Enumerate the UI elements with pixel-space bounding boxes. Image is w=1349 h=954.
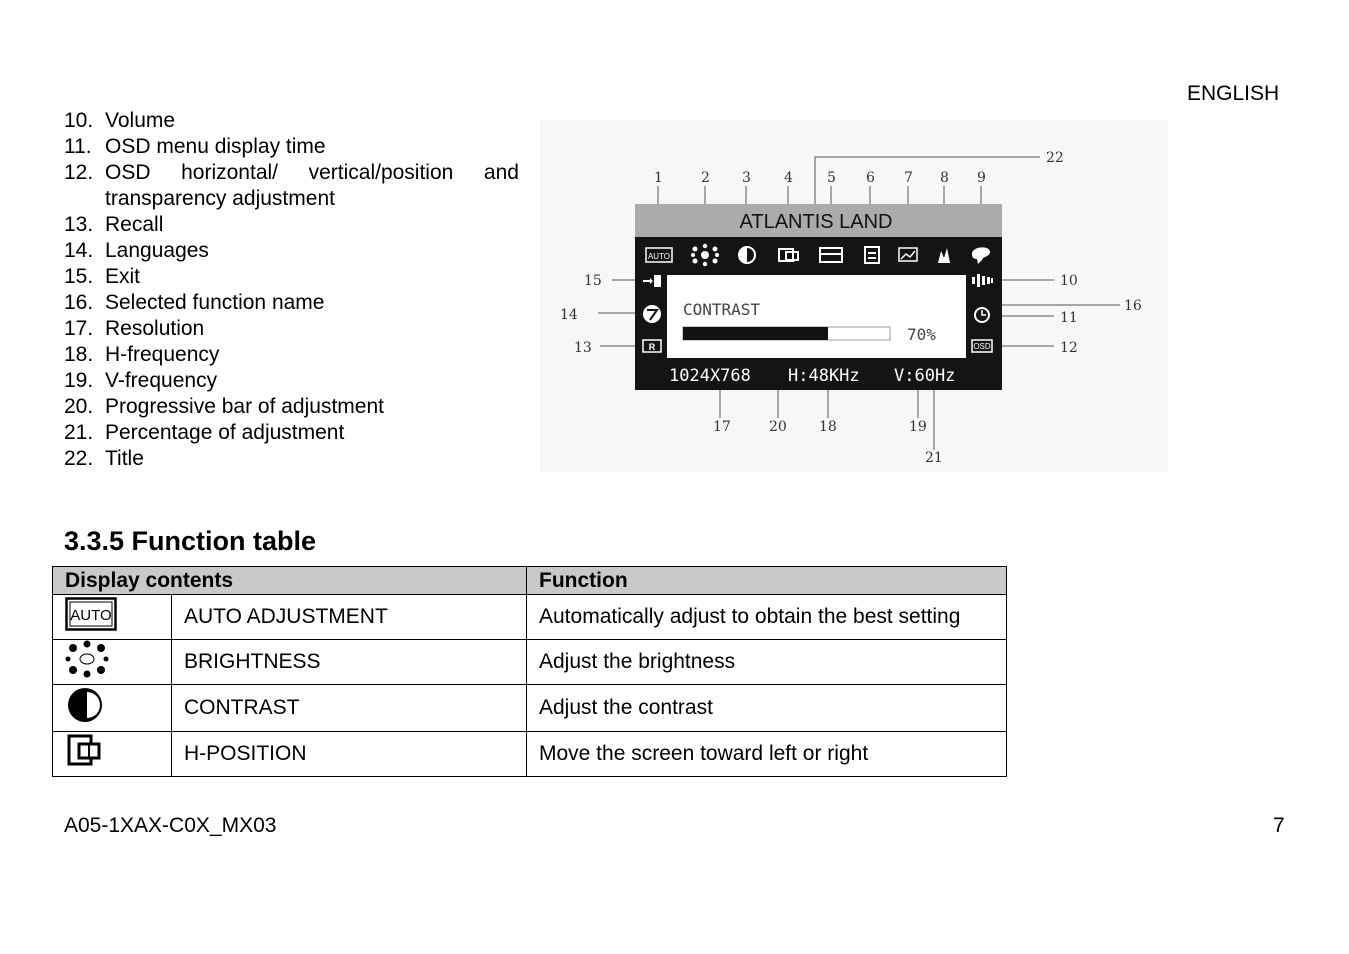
item-text: Percentage of adjustment — [105, 421, 345, 444]
table-header-row — [53, 567, 1007, 595]
item-text: Volume — [105, 109, 176, 132]
osd-hfreq: H:48KHz — [788, 366, 860, 386]
svg-text:R: R — [648, 342, 656, 352]
item-text: Languages — [105, 239, 209, 262]
word: OSD — [105, 161, 151, 184]
item-number: 12. — [64, 161, 94, 184]
display-name-cell: AUTO ADJUSTMENT — [172, 595, 527, 640]
list-item — [64, 134, 519, 160]
icon-cell — [53, 685, 172, 732]
icon-cell — [53, 640, 172, 685]
language-icon — [643, 305, 661, 323]
list-item — [64, 108, 519, 134]
item-number: 11. — [64, 135, 92, 158]
svg-text:OSD: OSD — [973, 342, 991, 351]
item-number: 13. — [64, 213, 94, 236]
callout-10: 10 — [1060, 273, 1078, 289]
item-text: Progressive bar of adjustment — [105, 395, 384, 418]
table-row — [53, 595, 1007, 640]
svg-text:AUTO: AUTO — [70, 607, 112, 624]
osd-diagram-svg — [540, 120, 1168, 472]
callout-12: 12 — [1060, 340, 1078, 356]
list-item — [64, 238, 519, 264]
function-cell: Move the screen toward left or right — [527, 732, 1007, 777]
word: horizontal/ — [181, 161, 278, 184]
display-name-cell: CONTRAST — [172, 685, 527, 732]
item-text: OSD menu display time — [105, 135, 326, 158]
list-item — [64, 394, 519, 420]
callout-6: 6 — [866, 170, 875, 186]
item-text: Recall — [105, 213, 164, 236]
callout-16: 16 — [1124, 298, 1142, 314]
osd-percent: 70% — [907, 325, 936, 344]
list-item — [64, 316, 519, 342]
item-number: 22. — [64, 447, 94, 470]
table-row — [53, 685, 1007, 732]
table-row — [53, 732, 1007, 777]
item-text: Selected function name — [105, 291, 325, 314]
item-number: 21. — [64, 421, 94, 444]
list-item — [64, 342, 519, 368]
osd-diagram — [540, 120, 1168, 472]
osd-resolution: 1024X768 — [669, 366, 751, 386]
section-title: 3.3.5 Function table — [64, 526, 317, 556]
item-text — [105, 160, 519, 212]
function-cell: Adjust the brightness — [527, 640, 1007, 685]
callout-8: 8 — [940, 170, 949, 186]
callout-17: 17 — [713, 419, 731, 435]
callout-2: 2 — [701, 170, 710, 186]
item-number: 10. — [64, 109, 94, 132]
function-cell: Adjust the contrast — [527, 685, 1007, 732]
list-item — [64, 290, 519, 316]
callout-14: 14 — [560, 307, 578, 323]
header-display-contents: Display contents — [53, 567, 527, 595]
item-text: Title — [105, 447, 144, 470]
callout-5: 5 — [827, 170, 836, 186]
callout-22: 22 — [1046, 150, 1064, 166]
progress-fill — [683, 327, 828, 340]
list-item — [64, 368, 519, 394]
icon-cell — [53, 732, 172, 777]
callout-1: 1 — [654, 170, 663, 186]
item-number: 20. — [64, 395, 94, 418]
callout-4: 4 — [784, 170, 793, 186]
auto-icon — [65, 597, 117, 631]
callout-18: 18 — [819, 419, 837, 435]
osd-title: ATLANTIS LAND — [739, 211, 893, 233]
item-text: Resolution — [105, 317, 205, 340]
item-text: H-frequency — [105, 343, 220, 366]
item-number: 18. — [64, 343, 94, 366]
legend-list — [64, 108, 519, 472]
item-number: 19. — [64, 369, 94, 392]
icon-cell — [53, 595, 172, 640]
item-number: 14. — [64, 239, 94, 262]
item-text: V-frequency — [105, 369, 218, 392]
word: vertical/position — [308, 161, 454, 184]
function-cell: Automatically adjust to obtain the best setting — [527, 595, 1007, 640]
list-item — [64, 160, 519, 212]
callout-21: 21 — [925, 450, 943, 466]
osd-position-icon — [972, 340, 992, 352]
word: and — [483, 161, 519, 184]
callout-19: 19 — [909, 419, 927, 435]
callout-15: 15 — [584, 273, 602, 289]
osd-function-name: CONTRAST — [683, 300, 761, 319]
callout-20: 20 — [769, 419, 787, 435]
svg-text:AUTO: AUTO — [647, 252, 671, 261]
h-position-icon — [65, 733, 105, 769]
document-code: A05-1XAX-C0X_MX03 — [64, 814, 277, 837]
page-number: 7 — [1273, 814, 1285, 837]
language-label: ENGLISH — [1187, 82, 1280, 105]
contrast-icon — [65, 685, 105, 725]
list-item — [64, 212, 519, 238]
osd-vfreq: V:60Hz — [894, 366, 956, 386]
list-item — [64, 420, 519, 446]
list-item — [64, 264, 519, 290]
callout-11: 11 — [1060, 310, 1078, 326]
item-text-line1 — [105, 160, 519, 186]
brightness-icon — [65, 640, 109, 678]
callout-3: 3 — [742, 170, 751, 186]
callout-9: 9 — [977, 170, 986, 186]
callout-7: 7 — [904, 170, 913, 186]
display-name-cell: H-POSITION — [172, 732, 527, 777]
header-function: Function — [527, 567, 1007, 595]
function-table — [52, 566, 1007, 777]
table-row — [53, 640, 1007, 685]
item-text-line2: transparency adjustment — [105, 187, 335, 210]
item-number: 16. — [64, 291, 94, 314]
display-name-cell: BRIGHTNESS — [172, 640, 527, 685]
callout-13: 13 — [574, 340, 592, 356]
item-number: 15. — [64, 265, 94, 288]
list-item — [64, 446, 519, 472]
item-number: 17. — [64, 317, 94, 340]
item-text: Exit — [105, 265, 141, 288]
